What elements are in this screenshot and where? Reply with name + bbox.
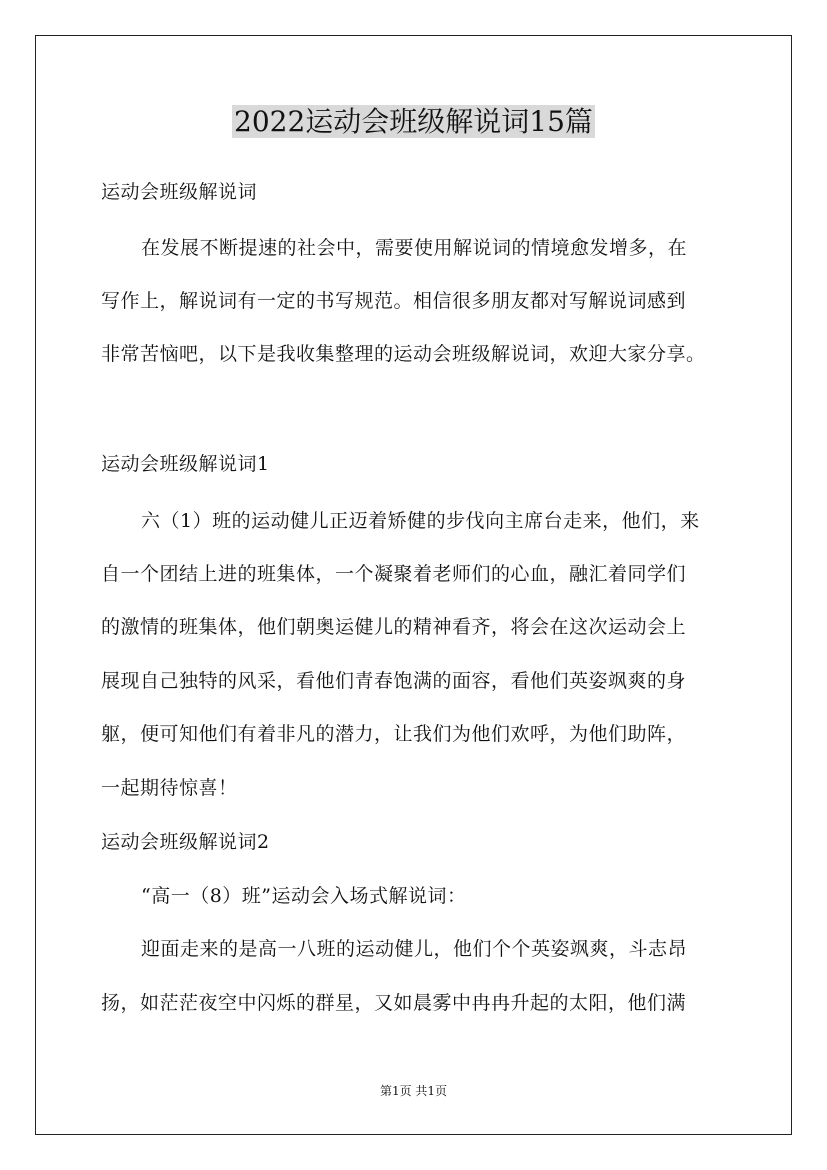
section-heading: 运动会班级解说词: [101, 181, 258, 203]
paragraph-line: “高一（8）班”运动会入场式解说词：: [141, 885, 467, 907]
paragraph-line: 迎面走来的是高一八班的运动健儿，他们个个英姿飒爽，斗志昂: [141, 938, 688, 960]
paragraph-line: 写作上，解说词有一定的书写规范。相信很多朋友都对写解说词感到: [101, 290, 687, 312]
page-footer: 第1页 共1页: [379, 1084, 448, 1098]
paragraph-line: 的激情的班集体，他们朝奥运健儿的精神看齐，将会在这次运动会上: [101, 616, 687, 638]
paragraph-line: 六（1）班的运动健儿正迈着矫健的步伐向主席台走来，他们，来: [141, 510, 700, 532]
paragraph-line: 非常苦恼吧，以下是我收集整理的运动会班级解说词，欢迎大家分享。: [101, 343, 706, 365]
paragraph-line: 躯，便可知他们有着非凡的潜力，让我们为他们欢呼，为他们助阵，: [101, 723, 687, 745]
paragraph-line: 一起期待惊喜！: [101, 777, 238, 799]
section-heading: 运动会班级解说词1: [101, 453, 270, 475]
document-title: 2022运动会班级解说词15篇: [234, 105, 593, 138]
paragraph-line: 自一个团结上进的班集体，一个凝聚着老师们的心血，融汇着同学们: [101, 563, 687, 585]
paragraph-line: 在发展不断提速的社会中，需要使用解说词的情境愈发增多，在: [141, 237, 688, 259]
section-heading: 运动会班级解说词2: [101, 831, 270, 853]
paragraph-line: 扬，如茫茫夜空中闪烁的群星，又如晨雾中冉冉升起的太阳，他们满: [101, 992, 687, 1014]
paragraph-line: 展现自己独特的风采，看他们青春饱满的面容，看他们英姿飒爽的身: [101, 670, 687, 692]
